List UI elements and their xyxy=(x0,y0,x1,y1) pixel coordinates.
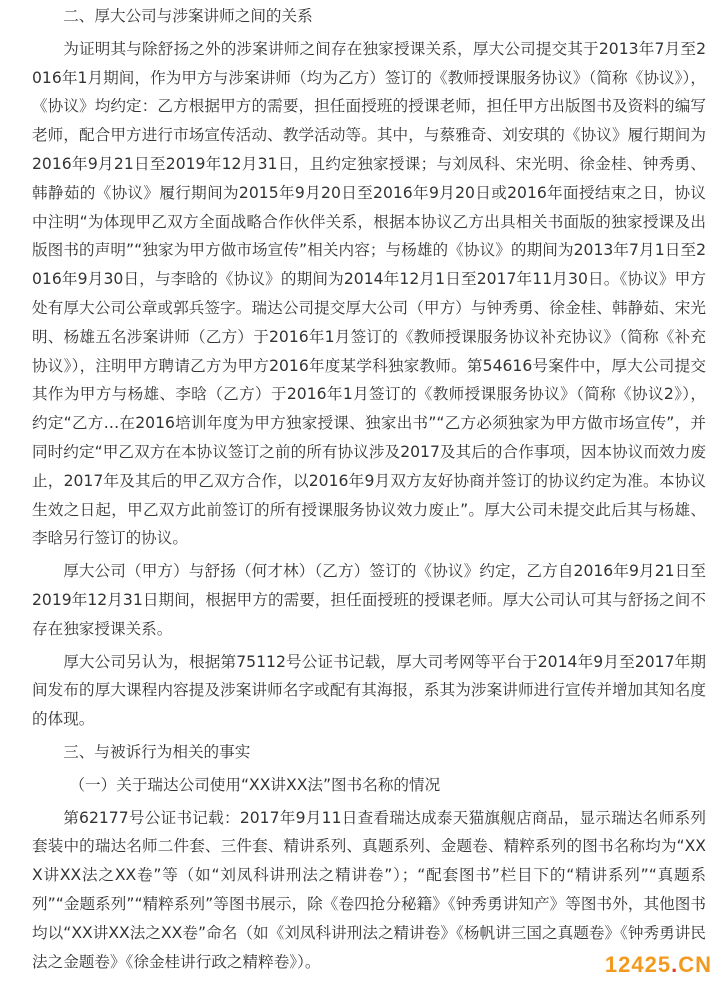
watermark-tld: CN xyxy=(678,952,712,977)
section-3-heading: 三、与被诉行为相关的事实 xyxy=(63,742,251,761)
watermark-dot: . xyxy=(671,952,679,977)
section-2-paragraph-3: 厚大公司另认为，根据第75112号公证书记载，厚大司考网等平台于2014年9月至2017年期间发布的厚大课程内容提及涉案讲师名字或配有其海报，系其为涉案讲师进行宣传并增加其知名度的体现。 xyxy=(32,652,706,729)
site-watermark-logo xyxy=(605,952,712,978)
section-3-paragraph-1: 第62177号公证书记载：2017年9月11日查看瑞达成泰天猫旗舰店商品，显示瑞达名师系列套装中的瑞达名师二件套、三件套、精讲系列、真题系列、金题卷、精粹系列的图书名称均为“XXX讲XX法之XX卷”等（如“刘凤科讲刑法之精讲卷”）；“配套图书”栏目下的“精讲系列”“真题系列”“金题系列”“精粹系列”等图书展示，除《卷四抢分秘籍》《钟秀勇讲知产》等图书外，其他图书均以“XX讲XX法之XX卷”命名（如《刘凤科讲刑法之精讲卷》《杨帆讲三国之真题卷》《钟秀勇讲民法之金题卷》《徐金桂讲行政之精粹卷》）。 xyxy=(32,808,706,971)
section-2-paragraph-2: 厚大公司（甲方）与舒扬（何才林）（乙方）签订的《协议》约定，乙方自2016年9月21日至2019年12月31日期间，根据甲方的需要，担任面授班的授课老师。厚大公司认可其与舒扬之间不存在独家授课关系。 xyxy=(32,562,706,638)
section-3-subheading: （一）关于瑞达公司使用“XX讲XX法”图书名称的情况 xyxy=(69,775,441,794)
section-2-paragraph-1: 为证明其与除舒扬之外的涉案讲师之间存在独家授课关系，厚大公司提交其于2013年7月至2016年1月期间，作为甲方与涉案讲师（均为乙方）签订的《教师授课服务协议》（简称《协议》），《协议》均约定：乙方根据甲方的需要，担任面授班的授课老师，担任甲方出版图书及资料的编写老师，配合甲方进行市场宣传活动、教学活动等。其中，与蔡雅奇、刘安琪的《协议》履行期间为2016年9月21日至2019年12月31日，且约定独家授课；与刘凤科、宋光明、徐金桂、钟秀勇、韩静茹的《协议》履行期间为2015年9月20日至2016年9月20日或2016年面授结束之日，协议中注明“为体现甲乙双方全面战略合作伙伴关系，根据本协议乙方出具相关书面版的独家授课及出版图书的声明”“独家为甲方做市场宣传”相关内容；与杨雄的《协议》的期间为2013年7月1日至2016年9月30日，与李晗的《协议》的期间为2014年12月1日至2017年11月30日。《协议》甲方处有厚大公司公章或郭兵签字。瑞达公司提交厚大公司（甲方）与钟秀勇、徐金桂、韩静茹、宋光明、杨雄五名涉案讲师（乙方）于2016年1月签订的《教师授课服务协议补充协议》（简称《补充协议》），注明甲方聘请乙方为甲方2016年度某学科独家教师。第54616号案件中，厚大公司提交其作为甲方与杨雄、李晗（乙方）于2016年1月签订的《教师授课服务协议》（简称《协议2》），约定“乙方…在2016培训年度为甲方独家授课、独家出书”“乙方必须独家为甲方做市场宣传”，并同时约定“甲乙双方在本协议签订之前的所有协议涉及2017及其后的合作事项，因本协议而效力废止，2017年及其后的甲乙双方合作，以2016年9月双方友好协商并签订的协议约定为准。本协议生效之日起，甲乙双方此前签订的所有授课服务协议效力废止”。厚大公司未提交此后其与杨雄、李晗另行签订的协议。 xyxy=(32,39,706,548)
section-2-heading: 二、厚大公司与涉案讲师之间的关系 xyxy=(63,7,313,25)
watermark-number: 12425 xyxy=(604,952,672,977)
